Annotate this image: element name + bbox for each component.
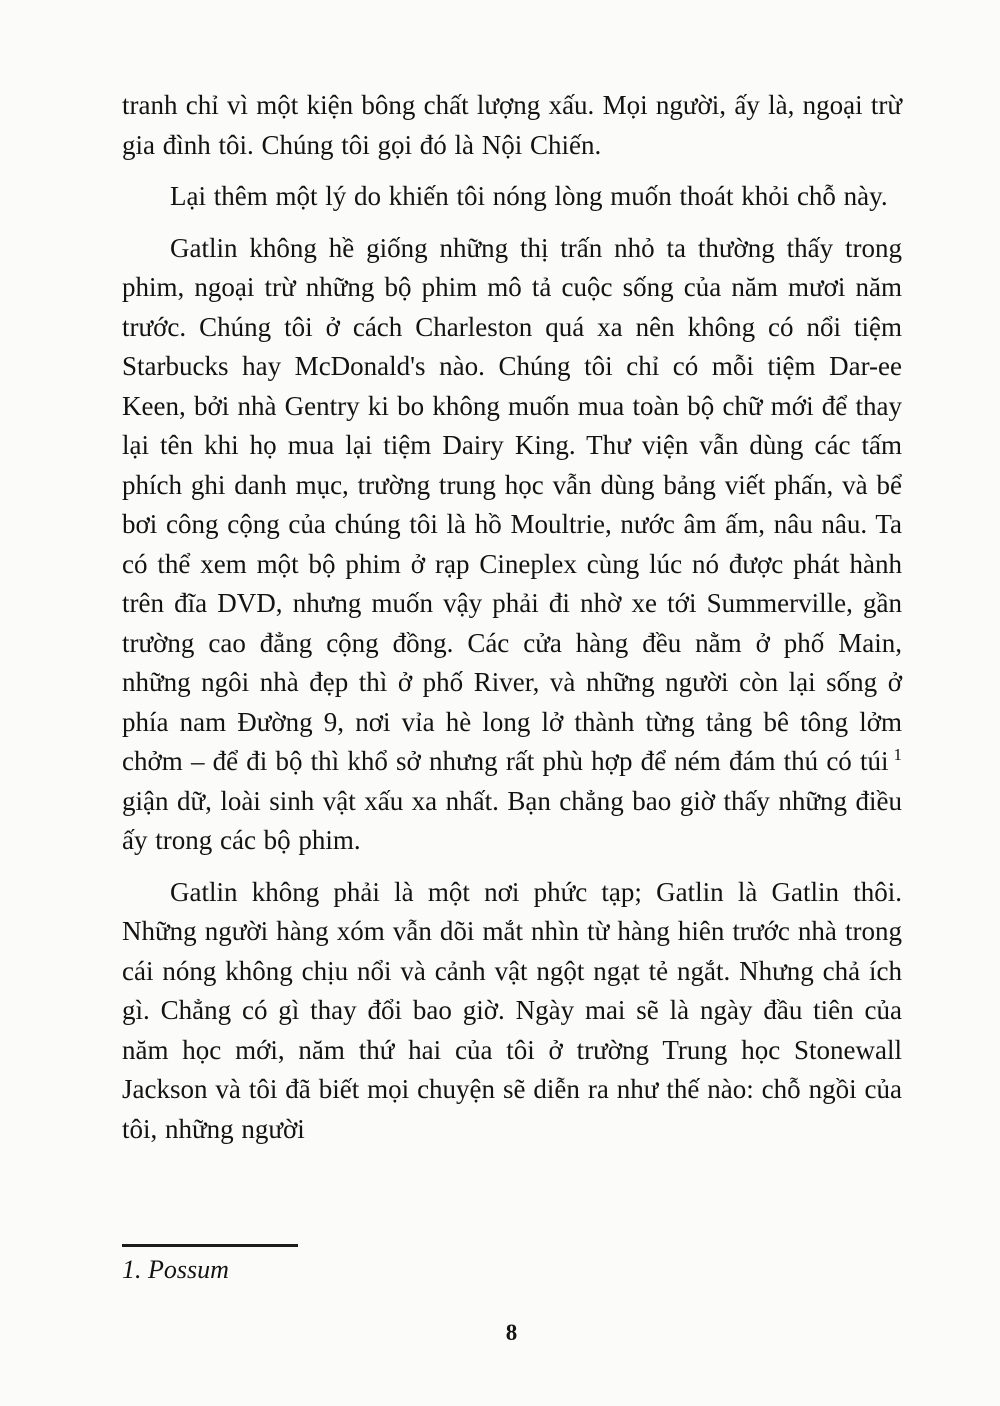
footnote-area	[122, 1244, 902, 1286]
paragraph-3-text: Gatlin không hề giống những thị trấn nhỏ ta thường thấy trong phim, ngoại trừ những bộ phim mô tả cuộc sống của năm mươi năm trước. Chúng tôi ở cách Charleston quá xa nên không có nổi tiệm Starbucks hay McDonald's nào. Chúng tôi chỉ có mỗi tiệm Dar-ee Keen, bởi nhà Gentry ki bo không muốn mua toàn bộ chữ mới để thay lại tên khi họ mua lại tiệm Dairy King. Thư viện vẫn dùng các tấm phích ghi danh mục, trường trung học vẫn dùng bảng viết phấn, và bể bơi công cộng của chúng tôi là hồ Moultrie, nước âm ấm, nâu nâu. Ta có thể xem một bộ phim ở rạp Cineplex cùng lúc nó được phát hành trên đĩa DVD, nhưng muốn vậy phải đi nhờ xe tới Summerville, gần trường cao đẳng cộng đồng. Các cửa hàng đều nằm ở phố Main, những ngôi nhà đẹp thì ở phố River, và những người còn lại sống ở phía nam Đường 9, nơi vỉa hè long lở thành từng tảng bê tông lởm chởm – để đi bộ thì khổ sở nhưng rất phù hợp để ném đám thú có túi	[122, 232, 902, 776]
paragraph-4: Gatlin không phải là một nơi phức tạp; Gatlin là Gatlin thôi. Những người hàng xóm vẫn dõi mắt nhìn từ hàng hiên trước nhà trong cái nóng không chịu nổi và cảnh vật ngột ngạt tẻ ngắt. Nhưng chả ích gì. Chẳng có gì thay đổi bao giờ. Ngày mai sẽ là ngày đầu tiên của năm học mới, năm thứ hai của tôi ở trường Trung học Stonewall Jackson và tôi đã biết mọi chuyện sẽ diễn ra như thế nào: chỗ ngồi của tôi, những người	[122, 876, 902, 1144]
body-text	[122, 86, 902, 1161]
paragraph-3	[122, 229, 902, 861]
footnote-text: 1. Possum	[122, 1255, 229, 1284]
page-number: 8	[505, 1320, 519, 1345]
paragraph-2: Lại thêm một lý do khiến tôi nóng lòng muốn thoát khỏi chỗ này.	[170, 181, 888, 211]
footnote-divider	[122, 1244, 298, 1247]
paragraph-3-text-continued: giận dữ, loài sinh vật xấu xa nhất. Bạn chẳng bao giờ thấy những điều ấy trong các bộ phim.	[122, 785, 902, 855]
footnote-reference: 1	[893, 745, 902, 764]
paragraph-1: tranh chỉ vì một kiện bông chất lượng xấu. Mọi người, ấy là, ngoại trừ gia đình tôi. Chúng tôi gọi đó là Nội Chiến.	[122, 90, 902, 160]
